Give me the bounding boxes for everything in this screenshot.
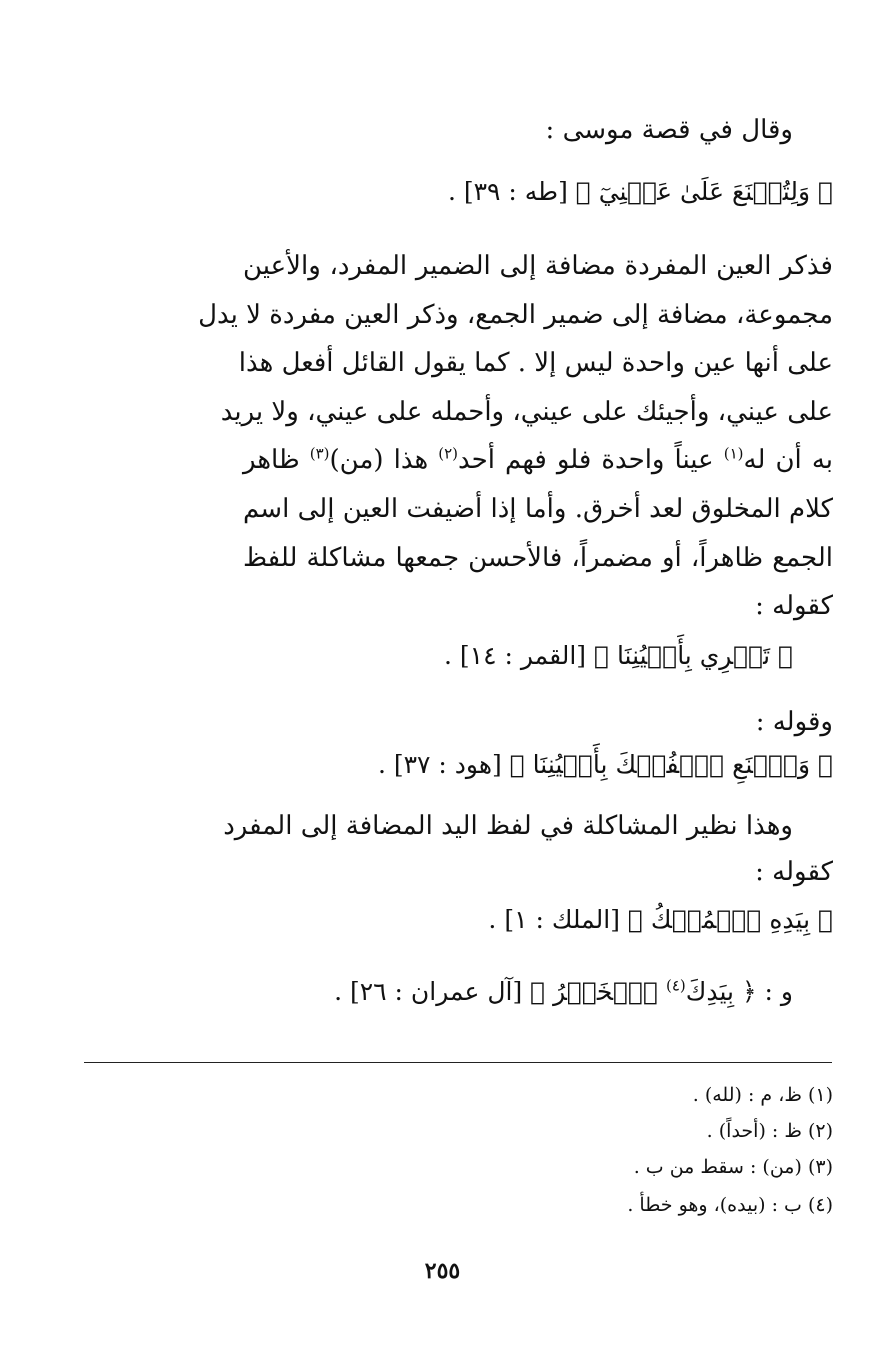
intro-line-musa [546, 110, 793, 150]
mushakala-line: وهذا نظير المشاكلة في لفظ اليد المضافة إلى المفرد [223, 811, 793, 841]
verse-taha-text: ﴿ وَلِتُصۡنَعَ عَلَىٰ عَيۡنِيٓ ﴾ [طه : ٣٩] . [447, 177, 833, 206]
verse-mulk-text: ﴿ بِيَدِهِ ٱلۡمُلۡكُ ﴾ [الملك : ١] . [488, 905, 833, 934]
paragraph-line: كلام المخلوق لعد أخرق. وأما إذا أضيفت العين إلى اسم [243, 493, 833, 524]
paragraph-line: مجموعة، مضافة إلى ضمير الجمع، وذكر العين مفردة لا يدل [198, 299, 833, 330]
verse-qamar-text: ﴿ تَجۡرِي بِأَعۡيُنِنَا ﴾ [القمر : ١٤] . [444, 641, 793, 670]
main-paragraph [198, 242, 833, 631]
verse-hud-text: ﴿ وَٱصۡنَعِ ٱلۡفُلۡكَ بِأَعۡيُنِنَا ﴾ [هود : ٣٧] . [377, 750, 833, 779]
footnote-ref-1: (١) [723, 444, 744, 463]
paragraph-line: كقوله : [755, 591, 833, 622]
verse-mulk [488, 900, 833, 940]
paragraph-line: على عيني، وأجيئك على عيني، وأحمله على عيني، ولا يريد [220, 396, 833, 427]
verse-al-imran: و : ﴿ بِيَدِكَ$^{(٤)}$ ٱلۡخَيۡرُ ﴾ [آل عمران : ٢٦] . [334, 976, 793, 1006]
footnote-ref-3: (٣) [309, 444, 330, 463]
waqawluhu-line: وقوله : [755, 707, 833, 737]
paragraph-line-with-notes: به أن له$^{(١)}$ عيناً واحدة فلو فهم أحد$^{(٢)}$ هذا (من)$^{(٣)}$ ظاهر [243, 444, 833, 476]
intro-text: وقال في قصة موسى : [545, 115, 793, 145]
footnote-ref-4: (٤) [666, 976, 686, 995]
footnote-3: (٣) (من) : سقط من ب . [633, 1156, 833, 1178]
verse-qamar [444, 636, 793, 676]
kaqawlihi-line: كقوله : [755, 857, 833, 887]
verse-hud [378, 745, 833, 785]
page-number: ٢٥٥ [424, 1258, 461, 1284]
footnote-divider [84, 1062, 832, 1063]
footnote-4: (٤) ب : (بيده)، وهو خطأ . [627, 1194, 833, 1216]
paragraph-line: الجمع ظاهراً، أو مضمراً، فالأحسن جمعها مشاكلة للفظ [243, 542, 833, 573]
footnote-ref-2: (٢) [438, 444, 459, 463]
paragraph-line: فذكر العين المفردة مضافة إلى الضمير المفرد، والأعين [243, 251, 833, 281]
footnote-2: (٢) ظ : (أحداً) . [706, 1120, 833, 1142]
paragraph-line: على أنها عين واحدة ليس إلا . كما يقول القائل أفعل هذا [238, 348, 833, 379]
verse-taha [448, 172, 833, 212]
footnote-1: (١) ظ، م : (لله) . [692, 1084, 833, 1106]
